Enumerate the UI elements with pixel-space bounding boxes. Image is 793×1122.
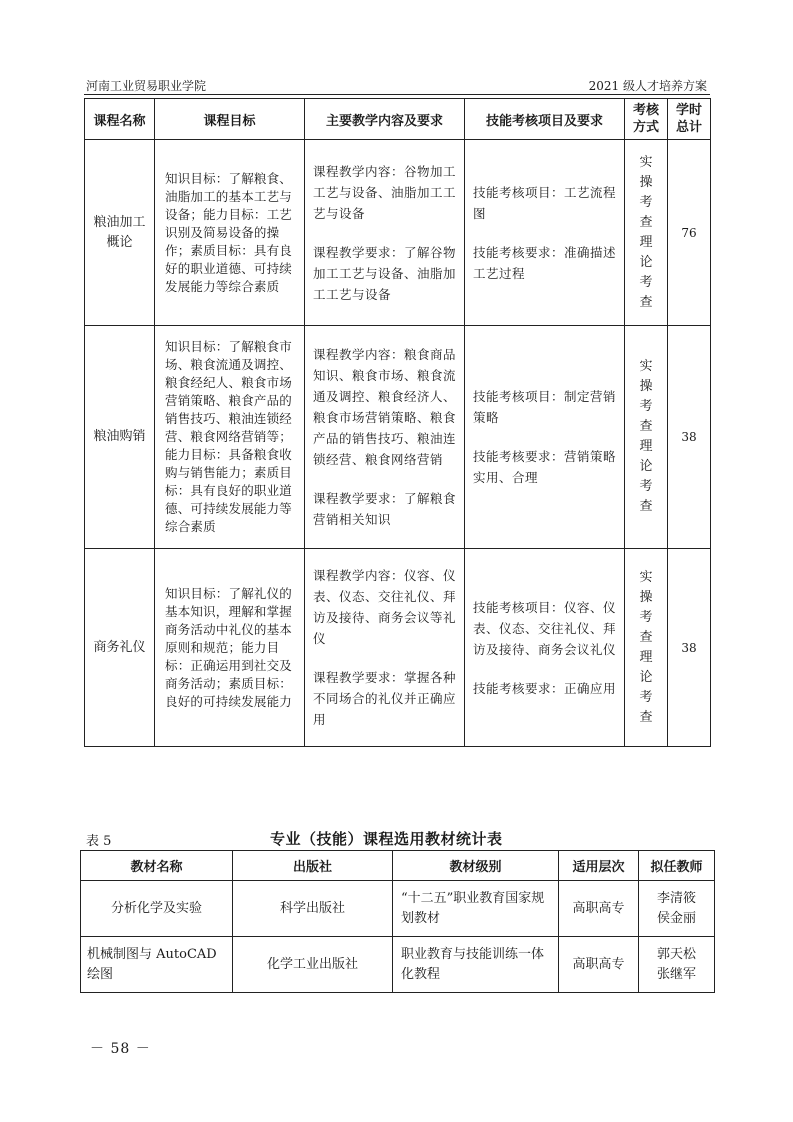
course-content-cell [305, 549, 465, 747]
course-goal: 知识目标：了解礼仪的基本知识，理解和掌握商务活动中礼仪的基本原则和规范；能力目标：正确运用到社交及商务活动；素质目标：良好的可持续发展能力 [155, 549, 305, 747]
skill-item: 技能考核项目：工艺流程图 [473, 184, 617, 221]
course-content-requirement: 课程教学要求：掌握各种不同场合的礼仪并正确应用 [313, 670, 457, 727]
assessment-method [625, 326, 668, 549]
method-line: 理论 [639, 649, 653, 685]
header-school-name: 河南工业贸易职业学院 [86, 79, 207, 93]
skill-cell [465, 140, 625, 326]
skill-requirement: 技能考核要求：营销策略实用、合理 [473, 449, 617, 485]
method-line: 实操 [639, 359, 653, 394]
table-row [85, 326, 711, 549]
table-title: 专业（技能）课程选用教材统计表 [270, 830, 503, 848]
header-divider [84, 94, 710, 95]
table-row [81, 881, 715, 937]
course-content-text: 课程教学内容：仪容、仪表、仪态、交往礼仪、拜访及接待、商务会议等礼仪 [313, 568, 457, 646]
publisher: 化学工业出版社 [233, 937, 393, 993]
method-line: 考查 [639, 399, 653, 434]
col-header-teacher: 拟任教师 [639, 851, 715, 881]
publisher: 科学出版社 [233, 881, 393, 937]
teacher-name: 郭天松 [656, 946, 696, 962]
course-name-cell [85, 326, 155, 549]
col-header-hours-line2: 总计 [675, 120, 702, 135]
course-table [84, 98, 711, 747]
skill-item: 技能考核项目：仪容、仪表、仪态、交往礼仪、拜访及接待、商务会议礼仪 [473, 599, 617, 657]
course-name-line1: 粮油加工 [93, 214, 146, 230]
skill-requirement: 技能考核要求：正确应用 [473, 680, 617, 696]
col-header-scope: 适用层次 [559, 851, 639, 881]
textbook-level: “十二五”职业教育国家规划教材 [393, 881, 559, 937]
header-plan-title: 2021 级人才培养方案 [588, 79, 707, 93]
total-hours: 38 [668, 326, 711, 549]
course-name-cell [85, 549, 155, 747]
col-header-course-name: 课程名称 [85, 99, 155, 140]
table-row [81, 937, 715, 993]
course-goal: 知识目标：了解粮食市场、粮食流通及调控、粮食经纪人、粮食市场营销策略、粮食产品的销售技巧、粮油连锁经营、粮食网络营销等；能力目标：具备粮食收购与销售能力；素质目标：具有良好的职业道德、可持续发展能力等综合素质 [155, 326, 305, 549]
course-content-text: 课程教学内容：谷物加工工艺与设备、油脂加工工艺与设备 [313, 163, 457, 221]
course-content-cell [305, 140, 465, 326]
method-line: 理论 [639, 234, 653, 270]
teacher-cell [639, 881, 715, 937]
course-content-cell [305, 326, 465, 549]
method-line: 实操 [639, 154, 653, 190]
col-header-publisher: 出版社 [233, 851, 393, 881]
method-line: 理论 [639, 439, 653, 474]
course-name-line1: 粮油购销 [93, 429, 146, 444]
assessment-method [625, 140, 668, 326]
col-header-textbook-level: 教材级别 [393, 851, 559, 881]
applicable-level: 高职高专 [559, 937, 639, 993]
total-hours: 38 [668, 549, 711, 747]
course-name-cell [85, 140, 155, 326]
table-number-label: 表 5 [86, 834, 112, 849]
teacher-cell [639, 937, 715, 993]
col-header-goal: 课程目标 [155, 99, 305, 140]
textbook-level: 职业教育与技能训练一体化教程 [393, 937, 559, 993]
method-line: 考查 [639, 609, 653, 645]
method-line: 考查 [639, 274, 653, 310]
course-content-requirement: 课程教学要求：了解粮食营销相关知识 [313, 491, 457, 527]
skill-cell [465, 549, 625, 747]
method-line: 考查 [639, 689, 653, 725]
course-name-line1: 商务礼仪 [93, 639, 146, 655]
col-header-textbook-name: 教材名称 [81, 851, 233, 881]
textbook-table-header [81, 851, 715, 881]
course-table-header [85, 99, 711, 140]
col-header-assessment-line1: 考核 [632, 103, 659, 118]
course-content-requirement: 课程教学要求：了解谷物加工工艺与设备、油脂加工工艺与设备 [313, 244, 457, 302]
method-line: 考查 [639, 479, 653, 514]
skill-requirement: 技能考核要求：准确描述工艺过程 [473, 244, 617, 281]
teacher-name: 张继军 [656, 966, 696, 982]
col-header-hours [668, 99, 711, 140]
course-content-text: 课程教学内容：粮食商品知识、粮食市场、粮食流通及调控、粮食经济人、粮食市场营销策略、粮食产品的销售技巧、粮油连锁经营、粮食网络营销 [313, 347, 457, 467]
textbook-name: 分析化学及实验 [81, 881, 233, 937]
page-number: － 58 － [90, 1041, 151, 1057]
skill-cell [465, 326, 625, 549]
course-name-line2: 概论 [106, 234, 133, 250]
col-header-skill: 技能考核项目及要求 [465, 99, 625, 140]
textbook-name: 机械制图与 AutoCAD 绘图 [81, 937, 233, 993]
course-goal: 知识目标：了解粮食、油脂加工的基本工艺与设备；能力目标：工艺识别及简易设备的操作；素质目标：具有良好的职业道德、可持续发展能力等综合素质 [155, 140, 305, 326]
col-header-assessment-line2: 方式 [632, 120, 659, 135]
applicable-level: 高职高专 [559, 881, 639, 937]
assessment-method [625, 549, 668, 747]
col-header-hours-line1: 学时 [675, 103, 702, 118]
total-hours: 76 [668, 140, 711, 326]
col-header-content: 主要教学内容及要求 [305, 99, 465, 140]
teacher-name: 李清筱 [656, 890, 696, 906]
method-line: 实操 [639, 569, 653, 605]
textbook-table [80, 850, 715, 993]
skill-item: 技能考核项目：制定营销策略 [473, 389, 617, 425]
table-row [85, 549, 711, 747]
table-row [85, 140, 711, 326]
method-line: 考查 [639, 194, 653, 230]
teacher-name: 侯金丽 [656, 910, 696, 926]
col-header-assessment [625, 99, 668, 140]
